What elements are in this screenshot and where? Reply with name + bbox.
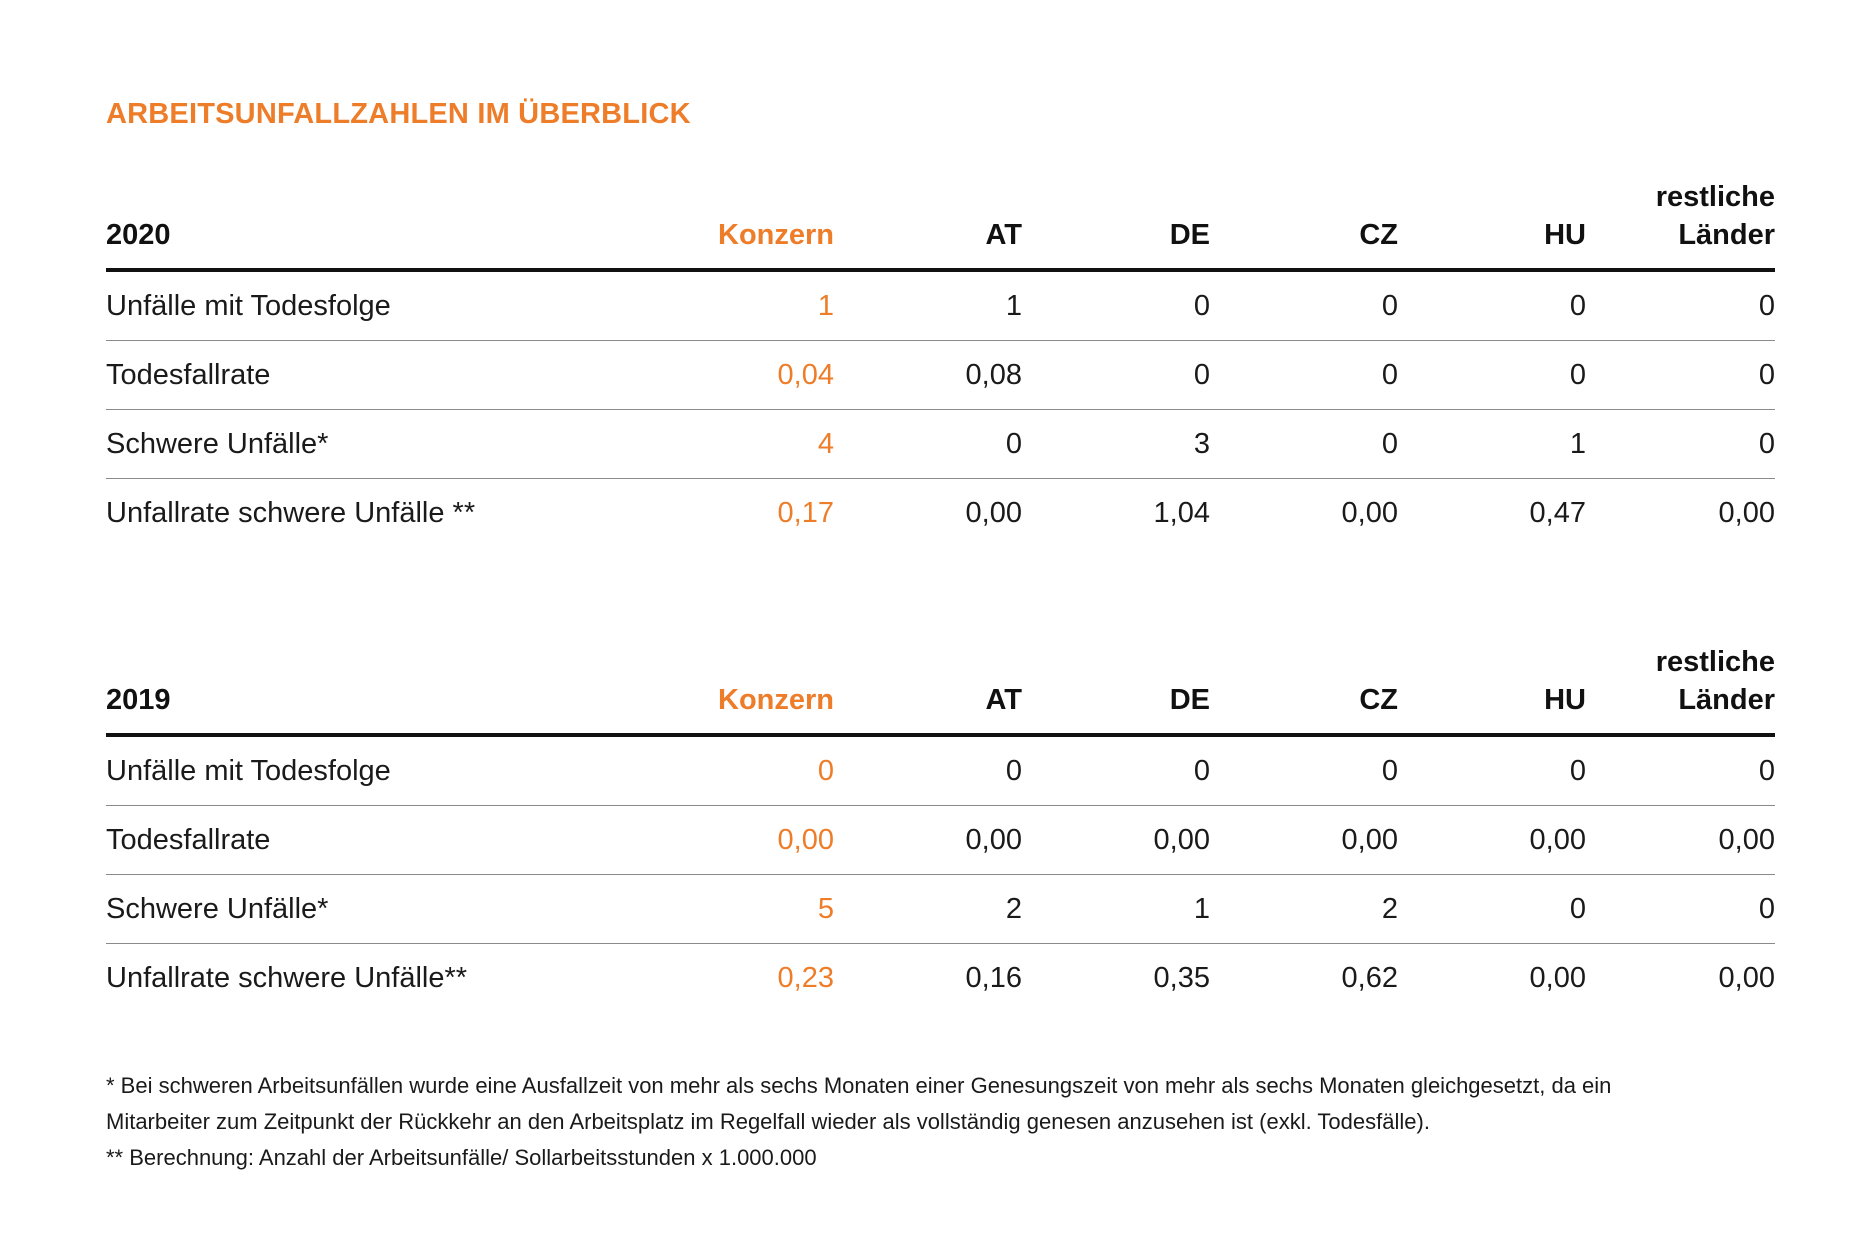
footnotes [106,1068,1786,1176]
row-label: Todesfallrate [106,806,716,875]
cell-cz: 0 [1210,735,1398,806]
cell-at: 0 [834,410,1022,479]
cell-hu: 0 [1398,270,1586,341]
row-label: Todesfallrate [106,341,716,410]
table-row [106,341,1775,410]
accident-table-2020 [106,178,1775,547]
cell-hu: 0 [1398,341,1586,410]
table-row [106,479,1775,548]
column-header-hu: HU [1398,643,1586,735]
cell-hu: 1 [1398,410,1586,479]
cell-konzern: 0 [716,735,834,806]
cell-restliche-laender: 0,00 [1586,806,1775,875]
column-header-restliche-laender: restliche Länder [1586,178,1775,270]
cell-cz: 0,62 [1341,961,1398,994]
row-label: Schwere Unfälle* [106,410,716,479]
column-header-cz: CZ [1210,178,1398,270]
cell-konzern: 0,00 [716,806,834,875]
cell-konzern: 4 [716,410,834,479]
cell-de: 1,04 [1153,496,1210,529]
cell-at: 0,08 [834,341,1022,410]
cell-konzern: 0,23 [777,961,834,994]
cell-at: 0 [834,735,1022,806]
cell-restliche-laender: 0 [1586,875,1775,944]
row-label: Schwere Unfälle* [106,875,716,944]
footnote-line: ** Berechnung: Anzahl der Arbeitsunfälle/ Sollarbeitsstunden x 1.000.000 [106,1145,817,1170]
cell-restliche-laender: 0,00 [1718,961,1775,994]
cell-restliche-laender: 0,00 [1718,496,1775,529]
cell-restliche-laender: 0 [1586,735,1775,806]
column-header-at: AT [834,178,1022,270]
cell-hu: 0 [1398,735,1586,806]
cell-konzern: 0,17 [777,496,834,529]
cell-de: 1 [1022,875,1210,944]
cell-konzern: 1 [716,270,834,341]
footnote-line: * Bei schweren Arbeitsunfällen wurde eine Ausfallzeit von mehr als sechs Monaten einer Genesungszeit von mehr als sechs Monaten gleichgesetzt, da ein [106,1073,1612,1098]
table-row [106,270,1775,341]
cell-konzern: 5 [716,875,834,944]
year-header: 2020 [106,178,716,270]
column-header-konzern: Konzern [716,643,834,735]
column-header-de: DE [1022,643,1210,735]
table-header-row [106,178,1775,270]
table-row [106,735,1775,806]
cell-cz: 0,00 [1341,496,1398,529]
row-label: Unfälle mit Todesfolge [106,270,716,341]
cell-at: 0,00 [965,496,1022,529]
cell-at: 1 [834,270,1022,341]
cell-cz: 0 [1210,410,1398,479]
cell-restliche-laender: 0 [1586,410,1775,479]
cell-de: 0,00 [1022,806,1210,875]
footnote-line: Mitarbeiter zum Zeitpunkt der Rückkehr an den Arbeitsplatz im Regelfall wieder als vollständig genesen anzusehen ist (exkl. Todesfälle). [106,1109,1430,1134]
column-header-hu: HU [1398,178,1586,270]
cell-hu: 0,47 [1529,496,1586,529]
row-label: Unfälle mit Todesfolge [106,735,716,806]
cell-hu: 0 [1398,875,1586,944]
cell-at: 0,16 [965,961,1022,994]
accident-table-2019 [106,643,1775,1012]
table-row [106,875,1775,944]
column-header-de: DE [1022,178,1210,270]
cell-de: 3 [1022,410,1210,479]
table-header-row [106,643,1775,735]
year-header: 2019 [106,643,716,735]
cell-hu: 0,00 [1529,961,1586,994]
row-label: Unfallrate schwere Unfälle ** [106,496,476,529]
column-header-restliche-laender: restliche Länder [1586,643,1775,735]
cell-de: 0 [1022,341,1210,410]
cell-restliche-laender: 0 [1586,341,1775,410]
cell-restliche-laender: 0 [1586,270,1775,341]
row-label: Unfallrate schwere Unfälle** [106,961,468,994]
column-header-cz: CZ [1210,643,1398,735]
cell-at: 0,00 [834,806,1022,875]
column-header-konzern: Konzern [716,178,834,270]
table-row [106,806,1775,875]
cell-at: 2 [834,875,1022,944]
cell-cz: 0,00 [1210,806,1398,875]
cell-de: 0 [1022,270,1210,341]
cell-konzern: 0,04 [716,341,834,410]
table-row [106,410,1775,479]
cell-de: 0,35 [1153,961,1210,994]
cell-hu: 0,00 [1398,806,1586,875]
cell-cz: 0 [1210,341,1398,410]
page-title: ARBEITSUNFALLZAHLEN IM ÜBERBLICK [106,98,691,130]
table-row [106,944,1775,1013]
cell-cz: 2 [1210,875,1398,944]
cell-cz: 0 [1210,270,1398,341]
column-header-at: AT [834,643,1022,735]
cell-de: 0 [1022,735,1210,806]
